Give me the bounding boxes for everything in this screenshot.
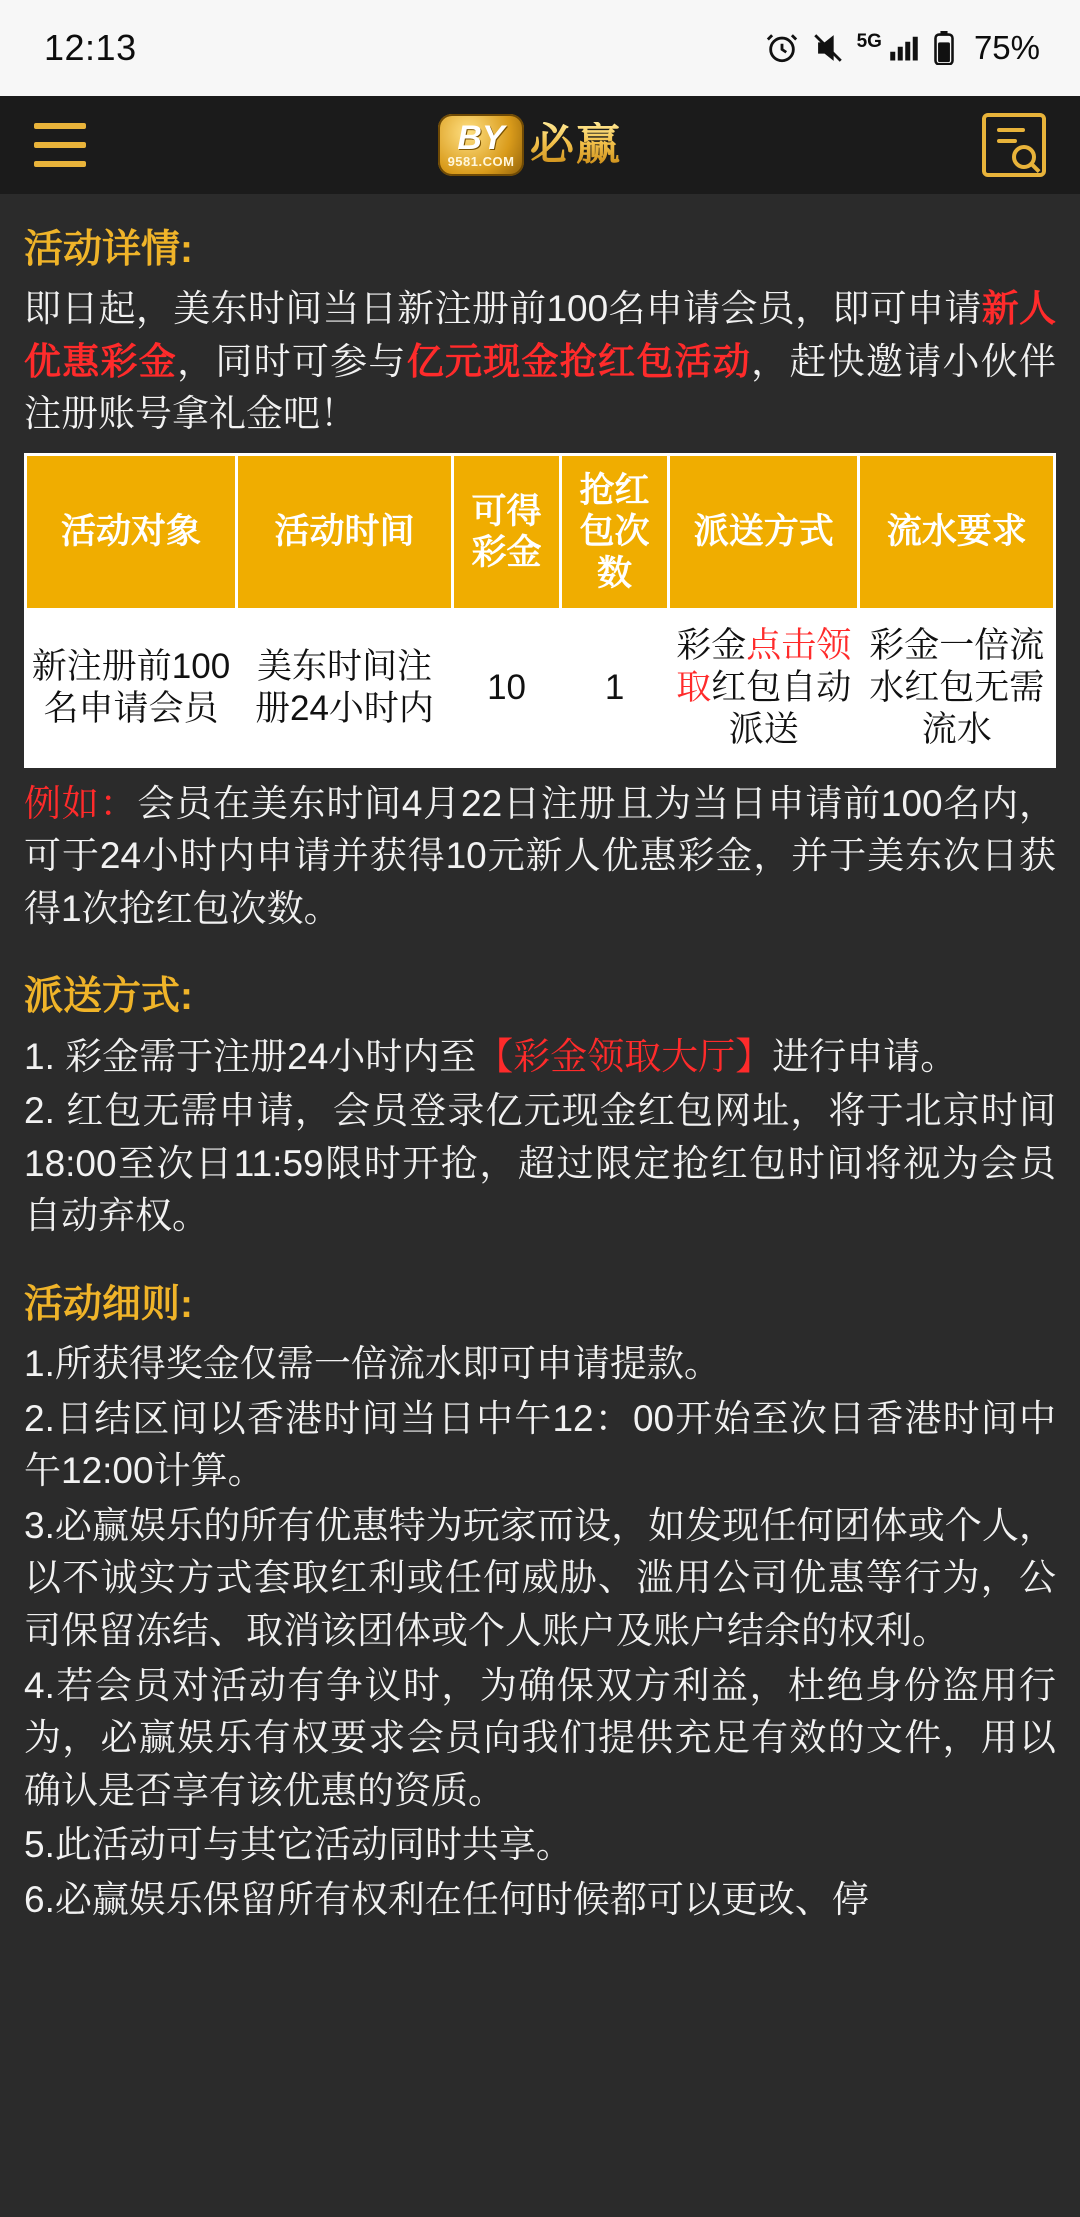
section-title-rules: 活动细则: — [24, 1282, 193, 1326]
rule-item: 1.所获得奖金仅需一倍流水即可申请提款。 — [24, 1343, 721, 1385]
cell-target: 新注册前100名申请会员 — [26, 609, 237, 766]
rule-item: 6.必赢娱乐保留所有权利在任何时候都可以更改、停 — [24, 1878, 869, 1920]
detail-text-c: ，赶快邀请小伙伴注册账号拿礼金吧！ — [24, 340, 1057, 435]
logo-badge-icon — [438, 114, 524, 176]
delivery-item-1-a: 1. 彩金需于注册24小时内至 — [24, 1035, 477, 1077]
cell-wager: 彩金一倍流水红包无需流水 — [859, 609, 1055, 766]
document-search-icon[interactable] — [982, 113, 1046, 177]
logo-badge-domain: 9581.COM — [447, 153, 515, 169]
hamburger-menu-icon[interactable] — [34, 123, 90, 167]
network-type-label: 5G — [856, 31, 882, 52]
table-header-cell: 活动对象 — [26, 454, 237, 609]
battery-percent-label: 75% — [973, 29, 1040, 66]
table-header-cell: 派送方式 — [669, 454, 859, 609]
table-row — [26, 609, 1055, 766]
mute-icon — [811, 31, 845, 65]
delivery-item-1-b: 进行申请。 — [772, 1035, 958, 1077]
app-header — [0, 96, 1080, 194]
detail-highlight-1: 新人优惠彩金 — [24, 288, 1057, 382]
signal-icon — [888, 33, 920, 63]
logo-badge-text: BY — [457, 119, 505, 158]
detail-text-b: ，同时可参与 — [177, 340, 407, 382]
cell-time: 美东时间注册24小时内 — [236, 609, 452, 766]
table-header-cell: 流水要求 — [859, 454, 1055, 609]
promo-table — [24, 453, 1056, 768]
detail-paragraph — [24, 283, 1056, 441]
detail-highlight-2: 亿元现金抢红包活动 — [406, 340, 752, 382]
table-header-row — [26, 454, 1055, 609]
cell-bonus: 10 — [453, 609, 561, 766]
cell-delivery-a: 彩金 — [676, 625, 747, 665]
status-bar — [0, 0, 1080, 96]
promo-content — [0, 194, 1080, 1926]
logo-name: 必赢 — [530, 119, 622, 169]
site-logo[interactable] — [438, 114, 622, 176]
table-header-cell: 抢红包次数 — [561, 454, 669, 609]
delivery-item-1 — [24, 1031, 1056, 1084]
spacer — [24, 937, 1056, 963]
table-header-cell: 可得彩金 — [453, 454, 561, 609]
section-title-detail: 活动详情: — [24, 228, 193, 271]
status-clock: 12:13 — [44, 27, 137, 68]
delivery-item-2: 2. 红包无需申请，会员登录亿元现金红包网址，将于北京时间18:00至次日11:59限时开抢，超过限定抢红包时间将视为会员自动弃权。 — [24, 1090, 1056, 1237]
cell-delivery — [669, 609, 859, 766]
rule-item: 2.日结区间以香港时间当日中午12：00开始至次日香港时间中午12:00计算。 — [24, 1397, 1056, 1492]
example-label: 例如： — [24, 782, 138, 824]
rule-item: 5.此活动可与其它活动同时共享。 — [24, 1824, 573, 1866]
alarm-icon — [765, 31, 799, 65]
battery-icon — [932, 31, 956, 65]
section-title-delivery: 派送方式: — [24, 975, 193, 1019]
rule-item: 3.必赢娱乐的所有优惠特为玩家而设，如发现任何团体或个人，以不诚实方式套取红利或任何威胁、滥用公司优惠等行为，公司保留冻结、取消该团体或个人账户及账户结余的权利。 — [24, 1504, 1056, 1651]
cell-red-packet-times: 1 — [561, 609, 669, 766]
delivery-item-1-highlight: 【彩金领取大厅】 — [476, 1035, 773, 1077]
example-paragraph — [24, 778, 1056, 936]
table-header-cell: 活动时间 — [236, 454, 452, 609]
rule-item: 4.若会员对活动有争议时，为确保双方利益，杜绝身份盗用行为，必赢娱乐有权要求会员向我们提供充足有效的文件，用以确认是否享有该优惠的资质。 — [24, 1664, 1056, 1811]
status-icons — [765, 29, 1040, 67]
spacer — [24, 1245, 1056, 1271]
cell-delivery-highlight: 点击领取 — [676, 625, 852, 707]
detail-text-a: 即日起，美东时间当日新注册前100名申请会员，即可申请 — [24, 288, 982, 330]
cell-delivery-b: 红包自动派送 — [711, 667, 852, 749]
example-text: 会员在美东时间4月22日注册且为当日申请前100名内，可于24小时内申请并获得10元新人优惠彩金，并于美东次日获得1次抢红包次数。 — [24, 782, 1057, 929]
